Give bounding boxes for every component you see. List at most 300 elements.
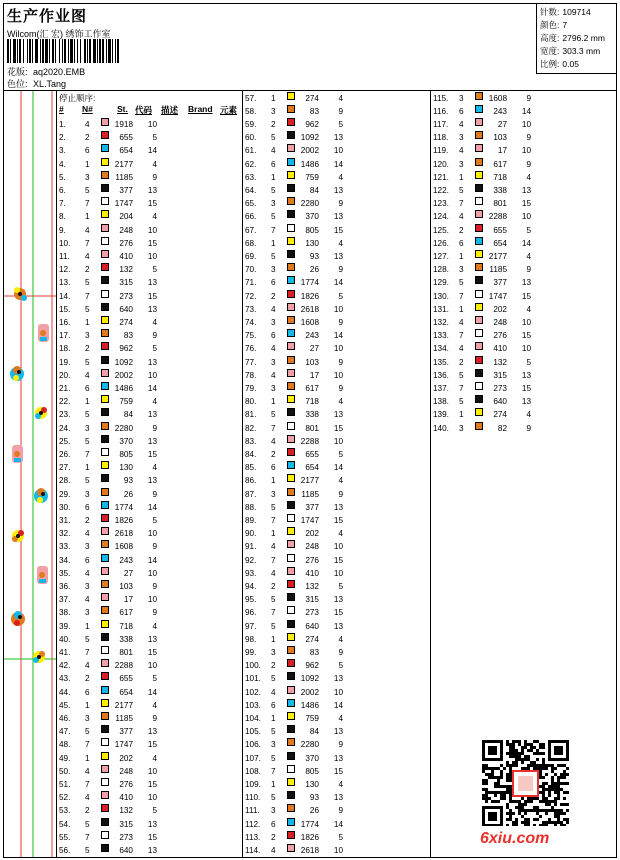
row-number: 7. [59, 199, 66, 209]
qr-finder [488, 746, 497, 755]
stitch-count: 27 [497, 119, 507, 129]
qr-module [512, 755, 515, 758]
table-row [57, 290, 242, 303]
needle-number: 5 [459, 278, 464, 288]
qr-module [485, 794, 488, 797]
qr-module [554, 815, 557, 818]
qr-module [554, 788, 557, 791]
table-row [243, 672, 430, 685]
qr-module [548, 821, 551, 824]
barcode-bar [19, 39, 21, 63]
row-number: 126. [433, 238, 449, 248]
barcode-bar [97, 39, 98, 63]
code: 4 [338, 238, 343, 248]
qr-module [494, 794, 497, 797]
barcode [7, 39, 147, 63]
stitch-count: 1747 [488, 291, 507, 301]
qr-module [506, 788, 509, 791]
code: 14 [521, 238, 531, 248]
qr-module [566, 791, 569, 794]
color-swatch [101, 158, 109, 166]
color-swatch [287, 342, 295, 350]
table-row [243, 342, 430, 355]
table-row [431, 171, 616, 184]
code: 4 [526, 410, 531, 420]
table-row [57, 144, 242, 157]
qr-module [521, 815, 524, 818]
qr-module [500, 764, 503, 767]
row-number: 32. [59, 529, 71, 539]
row-number: 4. [59, 159, 66, 169]
qr-module [542, 797, 545, 800]
table-row [57, 818, 242, 831]
needle-number: 1 [459, 251, 464, 261]
row-number: 72. [245, 291, 257, 301]
needle-number: 7 [85, 648, 90, 657]
qr-module [557, 812, 560, 815]
motif-5 [12, 445, 23, 463]
code: 9 [152, 582, 157, 591]
barcode-bar [23, 39, 24, 63]
qr-module [554, 821, 557, 824]
color-swatch [475, 329, 483, 337]
table-row [243, 422, 430, 435]
color-swatch [101, 276, 109, 284]
qr-module [554, 767, 557, 770]
motif-6 [34, 488, 48, 503]
stitch-count: 1486 [300, 700, 319, 710]
qr-module [506, 812, 509, 815]
needle-number: 3 [85, 172, 90, 182]
color-swatch [101, 699, 109, 707]
color-swatch [101, 831, 109, 839]
qr-module [518, 809, 521, 812]
stitch-count: 1918 [114, 120, 133, 129]
code: 10 [147, 568, 157, 578]
row-number: 131. [433, 304, 449, 314]
color-swatch [475, 210, 483, 218]
code: 10 [147, 793, 157, 803]
color-swatch [287, 435, 295, 443]
qr-module [566, 809, 569, 812]
stitch-count: 202 [305, 529, 319, 539]
design-preview [4, 91, 56, 857]
color-swatch [287, 92, 295, 100]
stitch-count: 640 [119, 304, 133, 314]
table-row [57, 659, 242, 672]
qr-module [536, 767, 539, 770]
qr-module [563, 812, 566, 815]
qr-module [566, 767, 569, 770]
stitch-count: 759 [305, 713, 319, 723]
row-number: 9. [59, 225, 66, 235]
qr-module [485, 800, 488, 803]
code: 4 [152, 463, 157, 473]
table-row [243, 501, 430, 514]
stitch-count: 132 [305, 581, 319, 591]
code: 5 [338, 581, 343, 591]
color-swatch [475, 105, 483, 113]
qr-module [542, 824, 545, 826]
color-swatch [287, 131, 295, 139]
row-number: 107. [245, 753, 261, 763]
stitch-count: 1185 [301, 489, 319, 499]
row-number: 3. [59, 146, 66, 156]
qr-module [566, 803, 569, 806]
code: 15 [147, 740, 157, 750]
needle-number: 1 [85, 159, 90, 169]
stitch-count: 204 [119, 212, 133, 222]
color-swatch [475, 382, 483, 390]
qr-module [557, 788, 560, 791]
code: 15 [333, 423, 343, 433]
qr-module [563, 764, 566, 767]
needle-number: 5 [271, 133, 276, 143]
code: 4 [338, 529, 343, 539]
color-swatch [287, 263, 295, 271]
barcode-bar [10, 39, 11, 63]
qr-module [506, 803, 509, 806]
color-swatch [475, 171, 483, 179]
stitch-count: 654 [119, 687, 133, 697]
qr-module [527, 749, 530, 752]
color-swatch [101, 778, 109, 786]
qr-module [512, 812, 515, 815]
stitch-count: 640 [119, 846, 133, 855]
needle-number: 7 [271, 766, 276, 776]
qr-module [485, 788, 488, 791]
needle-number: 5 [271, 251, 276, 261]
qr-module [515, 824, 518, 826]
qr-module [554, 803, 557, 806]
row-number: 8. [59, 212, 66, 222]
qr-module [485, 779, 488, 782]
color-swatch [287, 197, 295, 205]
stitch-count: 962 [305, 119, 319, 129]
code: 13 [147, 436, 157, 446]
color-swatch [287, 633, 295, 641]
code: 13 [333, 502, 343, 512]
code: 15 [521, 383, 531, 393]
code: 13 [333, 793, 343, 803]
qr-module [542, 764, 545, 767]
qr-module [509, 743, 512, 746]
code: 13 [147, 476, 157, 486]
table-row [57, 197, 242, 210]
table-row [57, 263, 242, 276]
code: 10 [147, 661, 157, 671]
color-swatch [287, 620, 295, 628]
stitch-count: 276 [305, 555, 319, 565]
color-swatch [287, 778, 295, 786]
production-sheet [3, 3, 617, 858]
needle-number: 1 [85, 621, 90, 631]
row-number: 73. [245, 304, 257, 314]
color-swatch [101, 342, 109, 350]
qr-module [542, 800, 545, 803]
qr-module [494, 791, 497, 794]
needle-number: 7 [271, 225, 276, 235]
code: 9 [338, 357, 343, 367]
needle-number: 5 [85, 846, 90, 855]
row-number: 13. [59, 278, 71, 288]
color-swatch [475, 250, 483, 258]
qr-module [491, 776, 494, 779]
row-number: 103. [245, 700, 261, 710]
needle-number: 5 [271, 502, 276, 512]
table-row [243, 620, 430, 633]
qr-module [557, 776, 560, 779]
qr-module [488, 767, 491, 770]
qr-module [527, 743, 530, 746]
color-swatch [287, 646, 295, 654]
stitch-count: 1826 [300, 832, 319, 842]
table-row [57, 646, 242, 659]
color-swatch [287, 250, 295, 258]
table-row [243, 514, 430, 527]
stitch-count: 1185 [115, 172, 133, 182]
qr-module [485, 797, 488, 800]
stitch-count: 1185 [115, 714, 133, 723]
qr-module [509, 767, 512, 770]
row-number: 132. [433, 317, 449, 327]
code: 13 [147, 410, 157, 420]
motif-10 [33, 651, 45, 663]
motif-8 [37, 566, 48, 584]
color-swatch [287, 752, 295, 760]
stitch-count: 132 [119, 806, 133, 816]
stitch-count: 654 [493, 238, 507, 248]
qr-module [557, 782, 560, 785]
table-row [57, 593, 242, 606]
color-swatch [101, 554, 109, 562]
barcode-bar [7, 39, 9, 63]
qr-module [512, 749, 515, 752]
qr-module [560, 821, 563, 824]
code: 14 [333, 700, 343, 710]
table-row [57, 329, 242, 342]
row-number: 98. [245, 634, 257, 644]
needle-number: 2 [85, 806, 90, 816]
table-row [243, 144, 430, 157]
qr-module [548, 800, 551, 803]
qr-module [500, 797, 503, 800]
header-info [4, 4, 536, 90]
barcode-bar [68, 39, 69, 63]
color-swatch [101, 184, 109, 192]
qr-module [509, 752, 512, 755]
stitch-count: 273 [119, 832, 133, 842]
code: 10 [147, 595, 157, 605]
row-number: 85. [245, 463, 257, 473]
table-row [431, 369, 616, 382]
stitch-count: 805 [119, 450, 133, 459]
table-row [243, 184, 430, 197]
qr-module [506, 785, 509, 788]
code: 10 [333, 146, 343, 156]
needle-number: 4 [271, 436, 276, 446]
stitch-count: 655 [119, 674, 133, 684]
color-swatch [101, 514, 109, 522]
color-swatch [101, 290, 109, 298]
qr-module [533, 818, 536, 821]
code: 5 [152, 265, 157, 275]
code: 13 [147, 819, 157, 829]
row-number: 51. [59, 780, 71, 789]
qr-module [542, 761, 545, 764]
row-number: 43. [59, 674, 71, 684]
stitch-count: 315 [119, 278, 133, 288]
needle-number: 3 [85, 582, 90, 591]
row-number: 90. [245, 529, 257, 539]
color-swatch [101, 303, 109, 311]
code: 10 [333, 845, 343, 855]
color-swatch [101, 752, 109, 760]
stitch-count: 27 [123, 568, 133, 578]
needle-number: 1 [271, 779, 276, 789]
stitch-count: 83 [309, 106, 319, 116]
qr-module [497, 785, 500, 788]
code: 14 [147, 384, 157, 393]
code: 4 [152, 212, 157, 222]
table-row [57, 461, 242, 474]
color-swatch [475, 263, 483, 271]
code: 10 [147, 370, 157, 380]
barcode-bar [108, 39, 111, 63]
code: 5 [338, 832, 343, 842]
table-row [57, 488, 242, 501]
stitch-count: 83 [309, 647, 319, 657]
qr-module [551, 764, 554, 767]
needle-number: 3 [85, 489, 90, 499]
stitch-count: 248 [305, 542, 319, 552]
qr-module [503, 797, 506, 800]
code: 5 [152, 806, 157, 816]
needle-number: 1 [459, 172, 464, 182]
code: 4 [338, 476, 343, 486]
qr-module [515, 755, 518, 758]
qr-module [533, 809, 536, 812]
needle-number: 7 [271, 555, 276, 565]
qr-module [539, 785, 542, 788]
row-number: 40. [59, 634, 71, 644]
needle-number: 6 [271, 278, 276, 288]
needle-number: 3 [271, 317, 276, 327]
stitch-count: 1092 [300, 133, 319, 143]
stitch-count: 202 [493, 304, 507, 314]
code: 5 [152, 344, 157, 354]
color-swatch [287, 422, 295, 430]
row-number: 22. [59, 397, 71, 407]
code: 10 [521, 212, 531, 222]
code: 9 [152, 331, 157, 341]
code: 14 [333, 278, 343, 288]
qr-module [500, 776, 503, 779]
row-number: 93. [245, 568, 257, 578]
row-number: 15. [59, 304, 71, 314]
table-row [57, 699, 242, 712]
needle-number: 4 [459, 344, 464, 354]
stitch-count: 640 [493, 397, 507, 407]
barcode-bar [40, 39, 41, 63]
qr-module [512, 764, 515, 767]
needle-number: 3 [459, 133, 464, 143]
needle-number: 2 [271, 832, 276, 842]
needle-number: 2 [271, 661, 276, 671]
needle-number: 7 [271, 515, 276, 525]
row-number: 87. [245, 489, 257, 499]
needle-number: 1 [271, 172, 276, 182]
code: 5 [338, 661, 343, 671]
code: 14 [333, 819, 343, 829]
needle-number: 6 [271, 463, 276, 473]
needle-number: 1 [85, 463, 90, 473]
table-row [57, 356, 242, 369]
code: 9 [152, 489, 157, 499]
table-row [243, 633, 430, 646]
code: 13 [147, 357, 157, 367]
row-number: 121. [433, 172, 449, 182]
stitch-count: 17 [123, 595, 133, 605]
row-number: 23. [59, 410, 71, 420]
row-number: 19. [59, 357, 71, 367]
motif-1 [14, 287, 27, 301]
qr-module [542, 794, 545, 797]
row-number: 49. [59, 753, 71, 763]
row-number: 88. [245, 502, 257, 512]
table-row [243, 765, 430, 778]
row-number: 1. [59, 120, 66, 129]
code: 9 [526, 93, 531, 103]
needle-number: 2 [271, 119, 276, 129]
stitch-count: 801 [305, 423, 319, 433]
code: 14 [147, 687, 157, 697]
qr-module [542, 791, 545, 794]
qr-module [509, 749, 512, 752]
row-number: 27. [59, 463, 71, 473]
needle-number: 2 [271, 581, 276, 591]
table-row [57, 765, 242, 778]
barcode-bar [27, 39, 28, 63]
stitch-count: 130 [119, 463, 133, 473]
qr-module [524, 803, 527, 806]
row-number: 100. [245, 661, 261, 671]
qr-module [554, 797, 557, 800]
stitch-count: 654 [305, 463, 319, 473]
table-row [243, 567, 430, 580]
qr-module [506, 776, 509, 779]
needle-number: 5 [459, 397, 464, 407]
table-row [243, 290, 430, 303]
qr-module [512, 746, 515, 749]
stitch-count: 17 [497, 146, 507, 156]
table-row [57, 527, 242, 540]
qr-module [506, 791, 509, 794]
barcode-bar [93, 39, 96, 63]
needle-number: 7 [85, 238, 90, 248]
qr-module [524, 758, 527, 761]
code: 4 [152, 621, 157, 631]
colorist: 色位: XL.Tang [7, 79, 67, 89]
qr-module [545, 764, 548, 767]
table-row [57, 738, 242, 751]
color-swatch [101, 725, 109, 733]
table-row [431, 329, 616, 342]
code: 10 [333, 436, 343, 446]
color-swatch [287, 184, 295, 192]
qr-module [491, 791, 494, 794]
table-row [57, 316, 242, 329]
